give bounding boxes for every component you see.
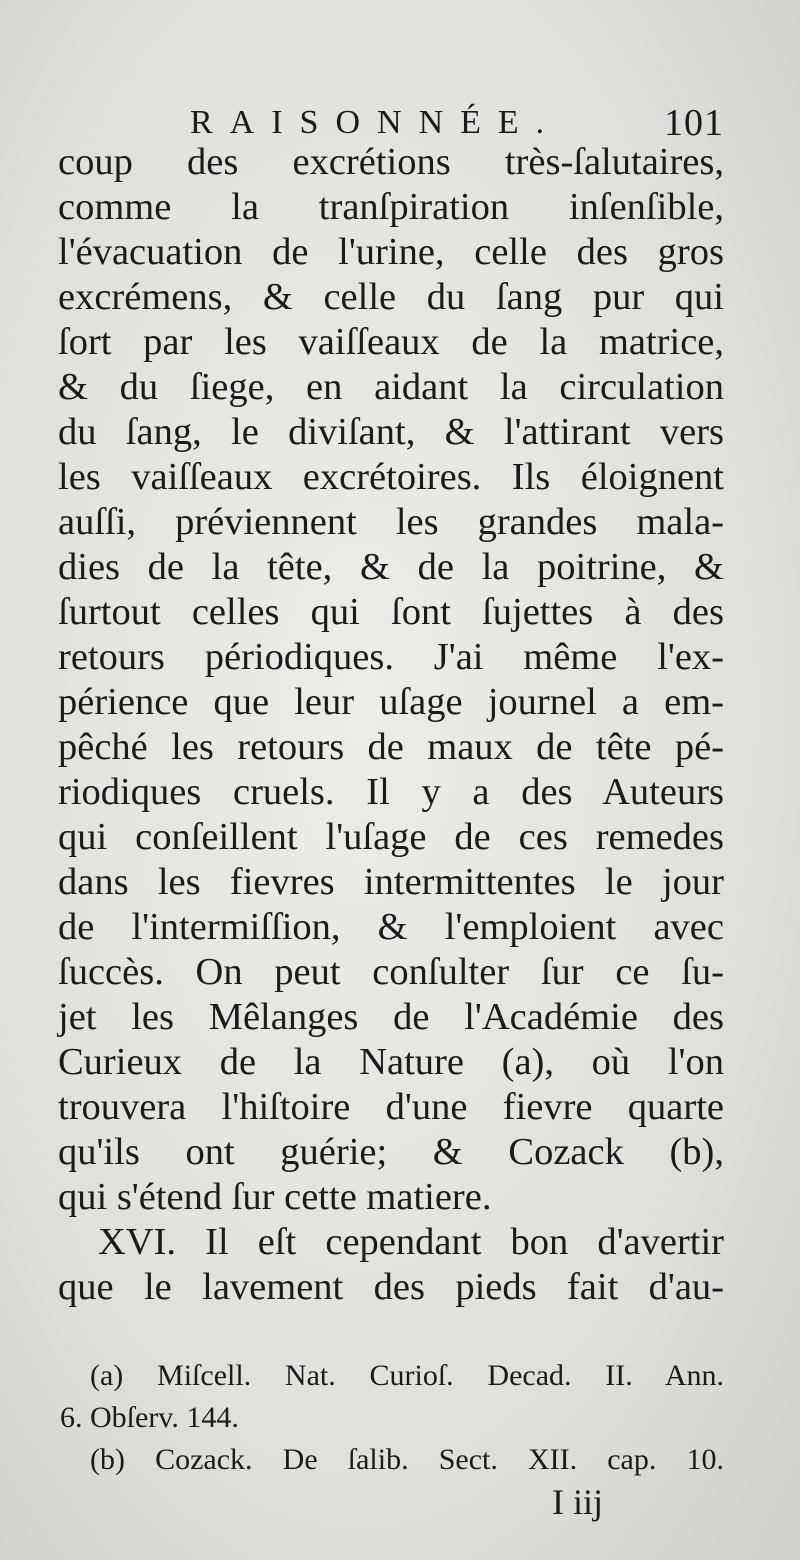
text-line: pêché les retours de maux de tête pé- [58,726,724,768]
text-line: & du ſiege, en aidant la circulation [58,366,724,408]
text-line: les vaiſſeaux excrétoires. Ils éloignent [58,456,724,498]
text-line: ſort par les vaiſſeaux de la matrice, [58,321,724,363]
text-line: qui conſeillent l'uſage de ces remedes [58,816,724,858]
paragraph-end-line: qui s'étend ſur cette matiere. [58,1176,492,1218]
footnote-a-continuation: 6. Obſerv. 144. [60,1401,239,1434]
text-line: comme la tranſpiration inſenſible, [58,186,724,228]
text-line: ſurtout celles qui ſont ſujettes à des [58,591,724,633]
text-line: retours périodiques. J'ai même l'ex- [58,636,724,678]
text-line: l'évacuation de l'urine, celle des gros [58,231,724,273]
text-line: trouvera l'hiſtoire d'une fievre quarte [58,1086,724,1128]
text-line: qu'ils ont guérie; & Cozack (b), [58,1131,724,1173]
text-line: excrémens, & celle du ſang pur qui [58,276,724,318]
footnote-a: (a) Miſcell. Nat. Curioſ. Decad. II. Ann. [90,1359,724,1392]
text-line: du ſang, le diviſant, & l'attirant vers [58,411,724,453]
body-text [58,140,724,1310]
footnotes [60,1355,724,1481]
footnote-b: (b) Cozack. De ſalib. Sect. XII. cap. 10. [90,1443,724,1476]
text-line: de l'intermiſſion, & l'emploient avec [58,906,724,948]
text-line: coup des excrétions très-ſalutaires, [58,141,724,183]
page-number: 101 [664,102,724,144]
text-line: jet les Mêlanges de l'Académie des [58,996,724,1038]
text-line: riodiques cruels. Il y a des Auteurs [58,771,724,813]
text-line: Curieux de la Nature (a), où l'on [58,1041,724,1083]
text-line: périence que leur uſage journel a em- [58,681,724,723]
text-line: dans les fievres intermittentes le jour [58,861,724,903]
text-line: ſuccès. On peut conſulter ſur ce ſu- [58,951,724,993]
text-line: que le lavement des pieds fait d'au- [58,1266,724,1308]
running-head: RAISONNÉE. [190,104,562,141]
section-xvi-start-line: XVI. Il eſt cependant bon d'avertir [98,1221,724,1263]
text-line: auſſi, préviennent les grandes mala- [58,501,724,543]
signature-mark: I iij [552,1482,603,1522]
text-line: dies de la tête, & de la poitrine, & [58,546,724,588]
